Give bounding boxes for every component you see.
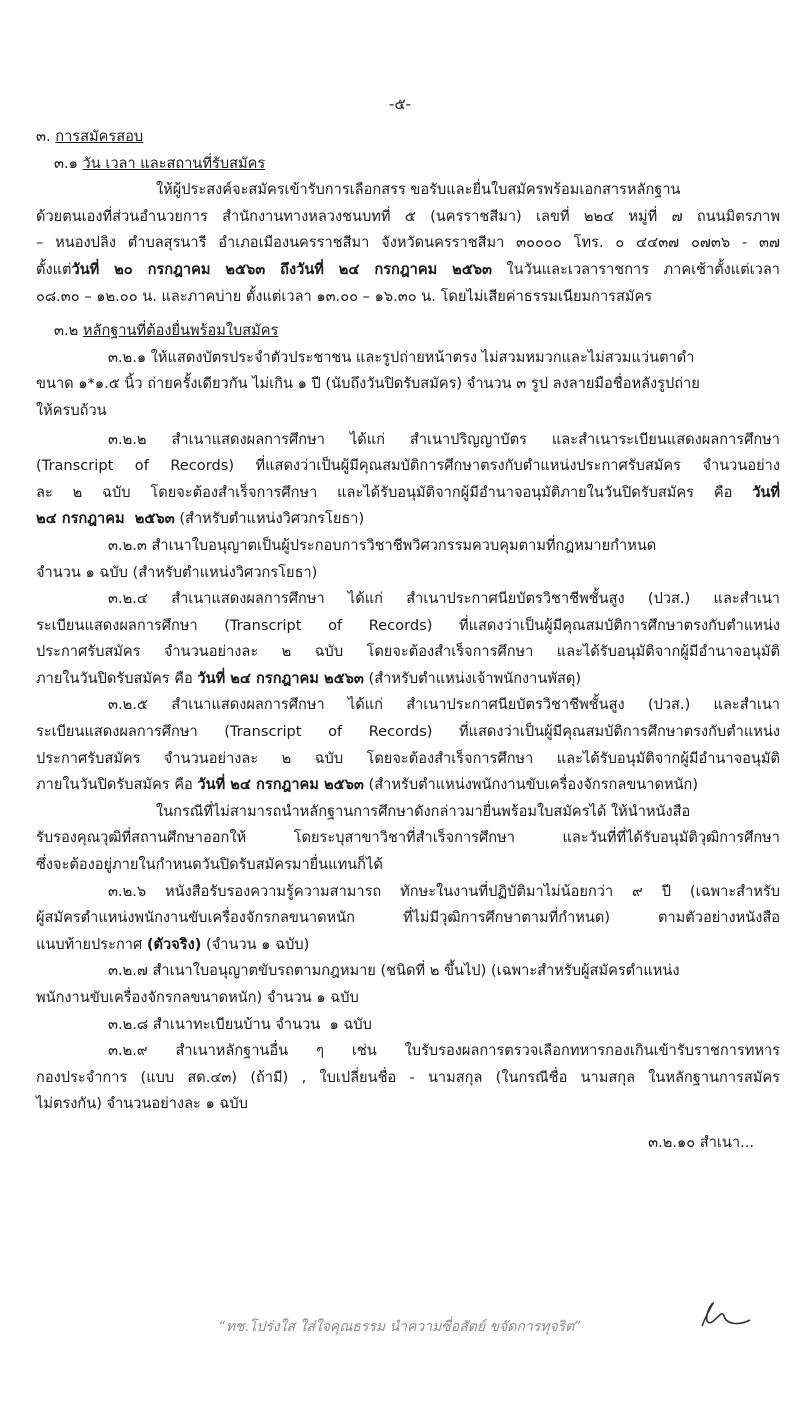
text: รับรองคุณวุฒิที่สถานศึกษาออกให้ โดยระบุสาขาวิชาที่สำเร็จการศึกษา และวันที่ที่ได้รับอนุมัติวุฒิการศึกษา xyxy=(36,829,780,847)
bold-text: วันที่ ๒๔ กรกฎาคม ๒๕๖๓ xyxy=(197,776,364,794)
text: ภายในวันปิดรับสมัคร คือ xyxy=(36,776,198,794)
text-line xyxy=(36,284,780,311)
text: ๓.๒.๑ ให้แสดงบัตรประจำตัวประชาชน และรูปถ่ายหน้าตรง ไม่สวมหมวกและไม่สวมแว่นตาดำ xyxy=(108,348,695,366)
text: (สำหรับตำแหน่งพนักงานขับเครื่องจักรกลขนาดหนัก) xyxy=(363,776,699,794)
text-line xyxy=(36,371,780,398)
item-3-2-1 xyxy=(36,345,780,425)
text-line xyxy=(36,639,780,666)
item-3-2-5 xyxy=(36,692,780,798)
signature-icon xyxy=(688,1296,758,1336)
text: ๓.๒.๓ สำเนาใบอนุญาตเป็นผู้ประกอบการวิชาชีพวิศวกรรมควบคุมตามที่กฎหมายกำหนด xyxy=(108,536,657,554)
text: ละ ๒ ฉบับ โดยจะต้องสำเร็จการศึกษา และได้รับอนุมัติจากผู้มีอำนาจอนุมัติภายในวันปิดรับสมัคร คือ xyxy=(36,483,753,501)
page-number: -๕- xyxy=(388,95,412,113)
footer-motto: “ทช.โปร่งใส ใส่ใจคุณธรรม นำความซื่อสัตย์ ขจัดการทุจริต” xyxy=(218,1319,582,1335)
text: ระเบียนแสดงผลการศึกษา (Transcript of Records) ที่แสดงว่าเป็นผู้มีคุณสมบัติการศึกษาตรงกับตำแหน่ง xyxy=(36,616,780,634)
text-line xyxy=(36,613,780,640)
text: (สำหรับตำแหน่งวิศวกรโยธา) xyxy=(174,510,365,528)
text: ประกาศรับสมัคร จำนวนอย่างละ ๒ ฉบับ โดยจะต้องสำเร็จการศึกษา และได้รับอนุมัติจากผู้มีอำนาจอนุมัติ xyxy=(36,643,780,661)
text: (สำหรับตำแหน่งเจ้าพนักงานพัสดุ) xyxy=(363,669,582,687)
underlined-heading: หลักฐานที่ต้องยื่นพร้อมใบสมัคร xyxy=(82,322,279,340)
text-line xyxy=(36,852,780,879)
text-line xyxy=(36,905,780,932)
text: ภายในวันปิดรับสมัคร คือ xyxy=(36,669,198,687)
underlined-heading: วัน เวลา และสถานที่รับสมัคร xyxy=(82,154,266,172)
text: ในกรณีที่ไม่สามารถนำหลักฐานการศึกษาดังกล่าวมายื่นพร้อมใบสมัครได้ ให้นำหนังสือ xyxy=(156,802,691,820)
text-line xyxy=(36,586,780,613)
item-3-2-8 xyxy=(36,1012,780,1039)
text-line xyxy=(36,560,780,587)
text-line xyxy=(36,124,780,151)
text: ไม่ตรงกัน) จำนวนอย่างละ ๑ ฉบับ xyxy=(36,1095,248,1113)
text: ซึ่งจะต้องอยู่ภายในกำหนดวันปิดรับสมัครมายื่นแทนก็ได้ xyxy=(36,856,383,874)
text: ๓.๒.๙ สำเนาหลักฐานอื่น ๆ เช่น ใบรับรองผลการตรวจเลือกทหารกองเกินเข้ารับราชการทหาร xyxy=(108,1042,780,1060)
paragraph-3-1 xyxy=(36,177,780,310)
text: ระเบียนแสดงผลการศึกษา (Transcript of Records) ที่แสดงว่าเป็นผู้มีคุณสมบัติการศึกษาตรงกับตำแหน่ง xyxy=(36,723,780,741)
bold-text: วันที่ ๒๔ กรกฎาคม ๒๕๖๓ xyxy=(197,669,364,687)
text: ๓.๑ xyxy=(54,154,83,172)
text-line xyxy=(36,932,780,959)
text-line xyxy=(36,506,780,533)
text: ขนาด ๑*๑.๕ นิ้ว ถ่ายครั้งเดียวกัน ไม่เกิน ๑ ปี (นับถึงวันปิดรับสมัคร) จำนวน ๓ รูป ลงลายมือชื่อหลังรูปถ่าย xyxy=(36,375,700,393)
bold-text: (ตัวจริง) xyxy=(146,935,202,953)
text-line xyxy=(36,879,780,906)
note-paragraph xyxy=(36,799,780,879)
text-line xyxy=(36,204,780,231)
document-body xyxy=(36,0,780,1157)
text-line xyxy=(36,746,780,773)
text-line xyxy=(36,772,780,799)
item-3-2-7 xyxy=(36,958,780,1011)
item-3-2-3 xyxy=(36,533,780,586)
item-3-2-6 xyxy=(36,879,780,959)
text: จำนวน ๑ ฉบับ (สำหรับตำแหน่งวิศวกรโยธา) xyxy=(36,563,318,581)
text-line xyxy=(36,1091,780,1118)
item-3-2-4 xyxy=(36,586,780,692)
text: ๓. xyxy=(36,128,56,145)
text-line xyxy=(36,480,780,507)
text: ให้ผู้ประสงค์จะสมัครเข้ารับการเลือกสรร ขอรับและยื่นใบสมัครพร้อมเอกสารหลักฐาน xyxy=(156,181,681,199)
text: แนบท้ายประกาศ xyxy=(36,935,147,953)
bold-text: วันที่ xyxy=(752,483,780,501)
bold-text: วันที่ ๒๐ กรกฎาคม ๒๕๖๓ ถึงวันที่ ๒๔ กรกฎาคม ๒๕๖๓ xyxy=(71,260,493,278)
text: ผู้สมัครตำแหน่งพนักงานขับเครื่องจักรกลขนาดหนัก ที่ไม่มีวุฒิการศึกษาตามที่กำหนด) ตามตัวอย่างหนังสือ xyxy=(36,909,780,927)
subsection-heading xyxy=(36,318,780,345)
text-line xyxy=(36,427,780,454)
subsection-heading xyxy=(36,151,780,178)
text-line xyxy=(36,1038,780,1065)
text: ๓.๒.๖ หนังสือรับรองความรู้ความสามารถ ทักษะในงานที่ปฏิบัติมาไม่น้อยกว่า ๙ ปี (เฉพาะสำหรับ xyxy=(108,882,780,900)
text-line xyxy=(36,318,780,345)
text: – หนองปลิง ตำบลสุรนารี อำเภอเมืองนครราชสีมา จังหวัดนครราชสีมา ๓๐๐๐๐ โทร. ๐ ๔๔๓๗ ๐๗๓๖ - ๓๗ xyxy=(36,234,780,252)
text: พนักงานขับเครื่องจักรกลขนาดหนัก) จำนวน ๑ ฉบับ xyxy=(36,989,359,1006)
text: ๓.๒.๗ สำเนาใบอนุญาตขับรถตามกฎหมาย (ชนิดที่ ๒ ขึ้นไป) (เฉพาะสำหรับผู้สมัครตำแหน่ง xyxy=(108,962,680,980)
text: ๐๘.๓๐ – ๑๒.๐๐ น. และภาคบ่าย ตั้งแต่เวลา ๑๓.๐๐ – ๑๖.๓๐ น. โดยไม่เสียค่าธรรมเนียมการสมัคร xyxy=(36,287,653,305)
text-line xyxy=(36,453,780,480)
text: ด้วยตนเองที่ส่วนอำนวยการ สำนักงานทางหลวงชนบทที่ ๕ (นครราชสีมา) เลขที่ ๒๒๔ หมู่ที่ ๗ ถนนมิตรภาพ xyxy=(36,207,780,225)
text-line xyxy=(36,345,780,372)
text-line xyxy=(36,177,780,204)
text: ๓.๒.๘ สำเนาทะเบียนบ้าน จำนวน ๑ ฉบับ xyxy=(108,1015,372,1033)
section-heading xyxy=(36,124,780,151)
text: ๓.๒.๔ สำเนาแสดงผลการศึกษา ได้แก่ สำเนาประกาศนียบัตรวิชาชีพชั้นสูง (ปวส.) และสำเนา xyxy=(108,590,780,608)
text: ในวันและเวลาราชการ ภาคเช้าตั้งแต่เวลา xyxy=(492,260,780,278)
text-line xyxy=(36,825,780,852)
text: (จำนวน ๑ ฉบับ) xyxy=(201,935,310,953)
text: ๓.๒.๕ สำเนาแสดงผลการศึกษา ได้แก่ สำเนาประกาศนียบัตรวิชาชีพชั้นสูง (ปวส.) และสำเนา xyxy=(108,696,780,714)
underlined-heading: การสมัครสอบ xyxy=(55,128,144,145)
text: ประกาศรับสมัคร จำนวนอย่างละ ๒ ฉบับ โดยจะต้องสำเร็จการศึกษา และได้รับอนุมัติจากผู้มีอำนาจอนุมัติ xyxy=(36,749,780,767)
text: ให้ครบถ้วน xyxy=(36,401,107,419)
text: ๓.๒ xyxy=(54,322,83,340)
text-line xyxy=(36,719,780,746)
text: ตั้งแต่ xyxy=(36,260,72,278)
text-line xyxy=(36,666,780,693)
text-line xyxy=(36,151,780,178)
item-3-2-9 xyxy=(36,1038,780,1118)
text: กองประจำการ (แบบ สด.๔๓) (ถ้ามี) , ใบเปลี่ยนชื่อ - นามสกุล (ในกรณีชื่อ นามสกุล ในหลักฐานการสมัคร xyxy=(36,1068,780,1086)
continuation-text: ๓.๒.๑๐ สำเนา... xyxy=(648,1133,754,1151)
item-3-2-2 xyxy=(36,427,780,533)
bold-text: ๒๔ กรกฎาคม ๒๕๖๓ xyxy=(36,510,175,528)
text-line xyxy=(36,398,780,425)
text: (Transcript of Records) ที่แสดงว่าเป็นผู้มีคุณสมบัติการศึกษาตรงกับตำแหน่งประกาศรับสมัคร จำนวนอย่าง xyxy=(36,457,780,475)
text-line xyxy=(36,533,780,560)
text: ๓.๒.๒ สำเนาแสดงผลการศึกษา ได้แก่ สำเนาปริญญาบัตร และสำเนาระเบียนแสดงผลการศึกษา xyxy=(108,430,780,448)
text-line xyxy=(36,1012,780,1039)
text-line xyxy=(36,1065,780,1092)
text-line xyxy=(36,958,780,985)
text-line xyxy=(36,799,780,826)
text-line xyxy=(36,230,780,257)
text-line xyxy=(36,692,780,719)
text-line xyxy=(36,985,780,1012)
text-line xyxy=(36,257,780,284)
